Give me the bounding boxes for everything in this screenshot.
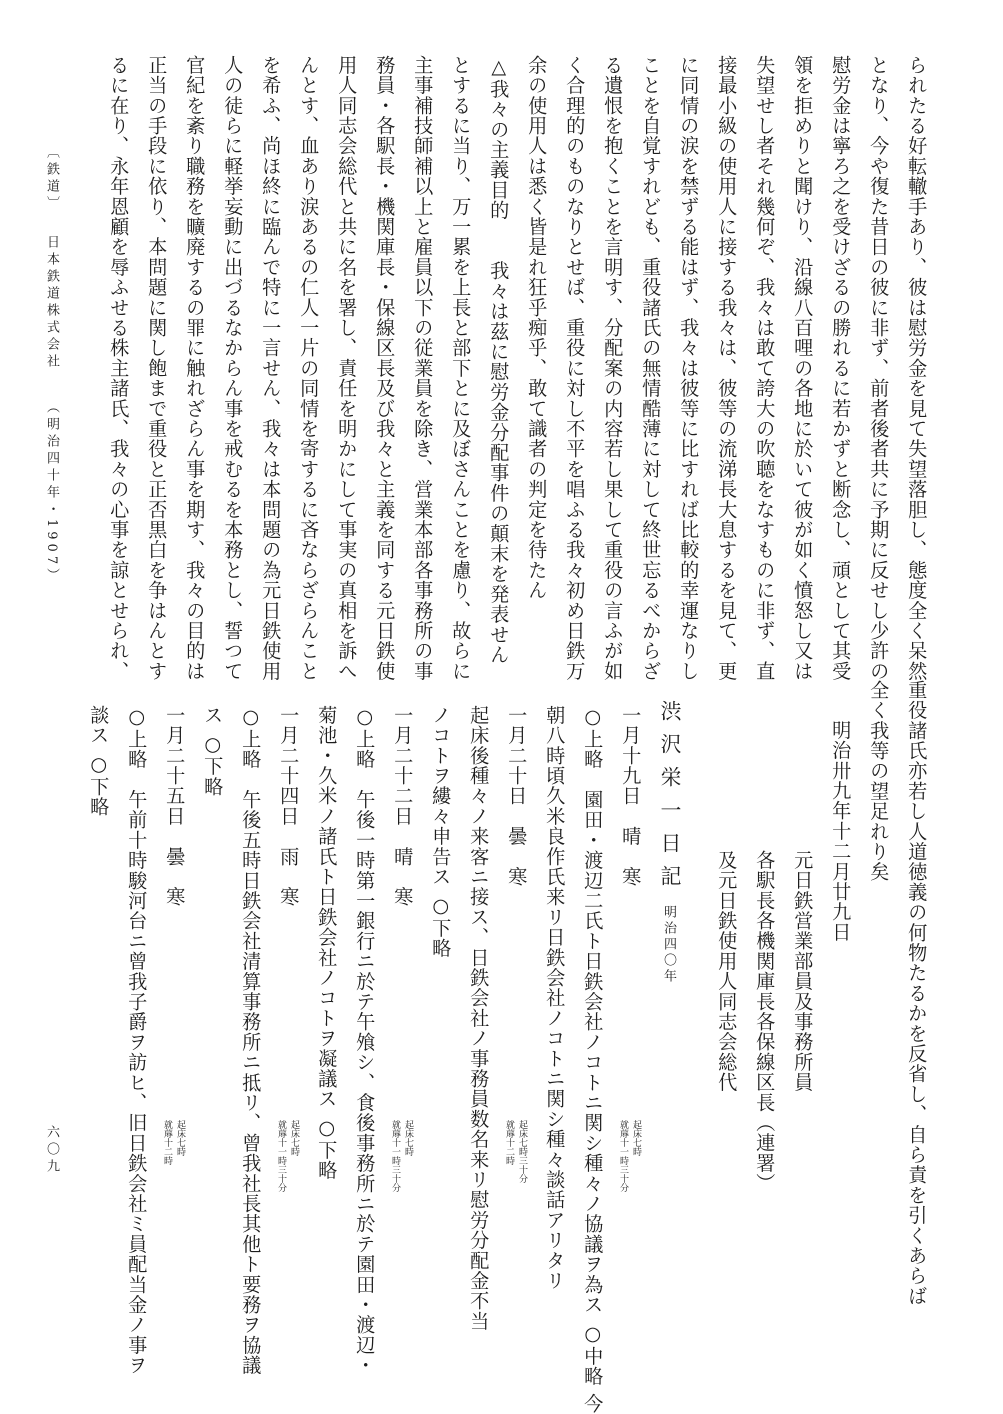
text-column: となり、今や復た昔日の彼に非ず、前者後者共に予期に反せし少許の — [867, 55, 891, 682]
wake-sleep-note — [274, 1120, 300, 1192]
entry-line: 朝八時頃久米良作氏来リ日鉄会社ノコトニ関シ種々談話アリタリ — [543, 705, 567, 1291]
text-column: られたる好転轍手あり、彼は慰労金を見て失望落胆し、態度全く呆然 — [905, 55, 929, 682]
footer-section: 〔鉄道〕 — [44, 145, 59, 213]
sleep-time: 就蓐十一時三十分 — [618, 1120, 628, 1192]
entry-date: 一月十九日 晴 寒 — [619, 705, 643, 887]
sleep-time: 就蓐十二時 — [162, 1120, 172, 1165]
entry-date: 一月二十二日 晴 寒 — [391, 705, 415, 907]
sleep-time: 就蓐十一時三十分 — [276, 1120, 286, 1192]
wake-time: 起床七時 — [403, 1120, 413, 1156]
entry-date: 一月二十日 曇 寒 — [505, 705, 529, 887]
wake-sleep-note — [388, 1120, 414, 1192]
text-column: 主事補技師補以上と雇員以下の従業員を除き、営業本部各事務所の事 — [411, 55, 435, 682]
entry-line: ス ○下略 — [201, 705, 225, 797]
text-column: 用人同志会総代と共に名を署し、責任を明かにして事実の真相を訴へ — [335, 55, 359, 682]
text-column: 官紀を紊り職務を曠廃するの罪に触れざらん事を期す、我々の目的は — [183, 55, 207, 682]
text-column: 慰労金は寧ろ之を受けざるの勝れるに若かずと断念し、頑として其受 — [829, 55, 853, 682]
text-column: 正当の手段に依り、本問題に関し飽まで重役と正否黒白を争はんとす — [145, 55, 169, 682]
wake-sleep-note — [616, 1120, 642, 1192]
wake-time: 起床七時 — [175, 1120, 185, 1156]
text-column: とするに当り、万一累を上長と部下とに及ぼさんことを慮り、故らに — [449, 55, 473, 682]
entry-line: ノコトヲ縷々申告ス ○下略 — [429, 705, 453, 959]
text-column: △我々の主義目的 我々は茲に慰労金分配事件の顛末を発表せん — [487, 55, 511, 665]
text-column: 余の使用人は悉く皆是れ狂乎痴乎、敢て識者の判定を待たん — [525, 55, 549, 601]
entry-line: ○上略 園田・渡辺二氏ト日鉄会社ノコトニ関シ種々ノ協議ヲ為ス ○中略 今 — [581, 705, 605, 1414]
sleep-time: 就蓐十二時 — [504, 1120, 514, 1165]
text-column: 失望せし者それ幾何ぞ、我々は敢て誇大の吹聴をなすものに非ず、直 — [753, 55, 777, 682]
text-column: 務員・各駅長・機関庫長・保線区長及び我々と主義を同する元日鉄使 — [373, 55, 397, 682]
text-column: く合理的のものなりとせば、重役に対し不平を唱ふる我々初め日鉄万 — [563, 55, 587, 682]
wake-time: 起床七時三十分 — [517, 1120, 527, 1183]
wake-time: 起床七時 — [631, 1120, 641, 1156]
text-column: 人の徒らに軽挙妄動に出づるなからん事を戒むるを本務とし、誓つて — [221, 55, 245, 682]
footer-era: （明治四十年・1907） — [44, 400, 59, 586]
entry-line: ○上略 午前十時駿河台ニ曾我子爵ヲ訪ヒ、旧日鉄会社ミ員配当金ノ事ヲ — [125, 705, 149, 1376]
text-column: を希ふ、尚ほ終に臨んで特に一言せん、我々は本問題の為元日鉄使用 — [259, 55, 283, 682]
entry-date: 一月二十五日 曇 寒 — [163, 705, 187, 907]
diary-title: 渋沢栄一日記 — [658, 700, 682, 898]
signatory: 元日鉄営業部員及事務所員 — [791, 850, 815, 1093]
wake-time: 起床七時 — [289, 1120, 299, 1156]
entry-line: ○上略 午後一時第一銀行ニ於テ午飧シ、食後事務所ニ於テ園田・渡辺・ — [353, 705, 377, 1376]
text-column: に同情の涙を禁ずる能はず、我々は彼等に比すれば比較的幸運なりし — [677, 55, 701, 682]
signatory: 及元日鉄使用人同志会総代 — [715, 850, 739, 1093]
wake-sleep-note — [160, 1120, 186, 1165]
entry-line: ○上略 午後五時日鉄会社清算事務所ニ抵リ、曾我社長其他ト要務ヲ協議 — [239, 705, 263, 1376]
entry-date: 一月二十四日 雨 寒 — [277, 705, 301, 907]
text-column: 接最小級の使用人に接する我々は、彼等の流涕長大息するを見て、更 — [715, 55, 739, 682]
text-column: るに在り、永年恩顧を辱ふせる株主諸氏、我々の心事を諒とせられ、 — [107, 55, 131, 682]
entry-line: 起床後種々ノ来客ニ接ス、日鉄会社ノ事務員数名来リ慰労分配金不当 — [467, 705, 491, 1332]
text-column: る遺恨を抱くことを言明す、分配案の内容若し果して重役の言ふが如 — [601, 55, 625, 682]
page-number: 六〇九 — [44, 1125, 59, 1176]
closing-line: 全く我等の望足れり矣 — [867, 680, 891, 882]
closing-line: 重役諸氏亦若し人道徳義の何物たるかを反省し、自ら責を引くあらば — [905, 680, 929, 1307]
sleep-time: 就蓐十一時三十分 — [390, 1120, 400, 1192]
text-column: 領を拒めりと聞けり、沿線八百哩の各地に於いて彼が如く憤怒し又は — [791, 55, 815, 682]
diary-era: 明治四〇年 — [661, 905, 676, 985]
closing-date: 明治卅九年十二月廿九日 — [829, 720, 853, 943]
text-column: ことを自覚すれども、重役諸氏の無情酷薄に対して終世忘るべからざ — [639, 55, 663, 682]
signatory: 各駅長各機関庫長各保線区長（連署） — [753, 850, 777, 1194]
entry-line: 談ス ○下略 — [87, 705, 111, 817]
footer-company: 日本鉄道株式会社 — [44, 235, 59, 371]
entry-line: 菊池・久米ノ諸氏ト日鉄会社ノコトヲ凝議ス ○下略 — [315, 705, 339, 1181]
text-column: んとす、血あり涙あるの仁人一片の同情を寄するに吝ならざらんこと — [297, 55, 321, 682]
wake-sleep-note — [502, 1120, 528, 1183]
